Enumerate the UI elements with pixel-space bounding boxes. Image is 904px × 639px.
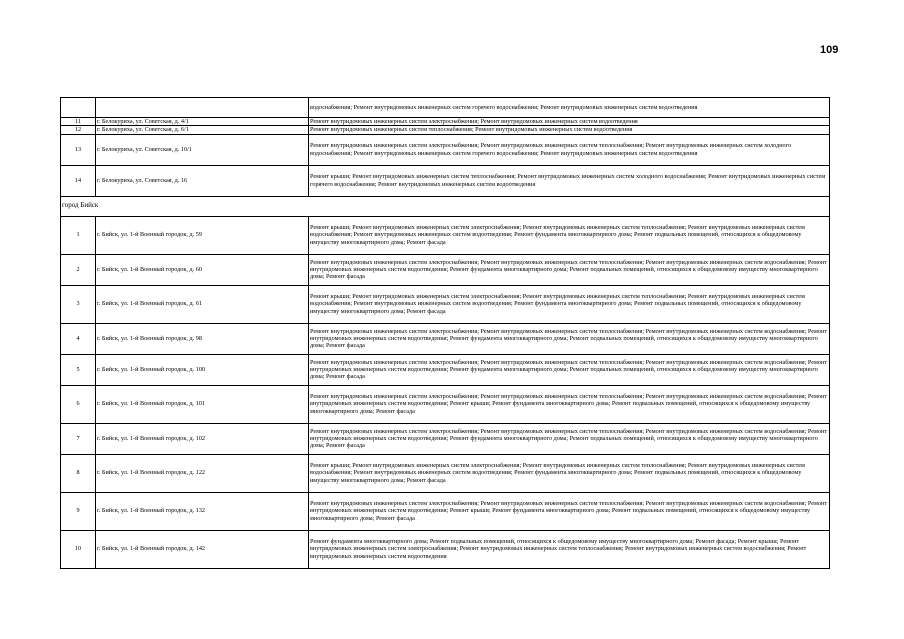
row-number: 13 [61, 134, 96, 165]
row-address: г. Белокуриха, ул. Советская, д. 16 [96, 165, 309, 196]
table-row [61, 492, 830, 530]
city-heading-row [61, 196, 830, 216]
repair-schedule-table [60, 97, 830, 569]
row-works: Ремонт внутридомовых инженерных систем теплоснабжения; Ремонт внутридомовых инженерных систем водоотведения [309, 126, 830, 134]
table-row [61, 165, 830, 196]
row-works: Ремонт крыши; Ремонт внутридомовых инженерных систем электроснабжения; Ремонт внутридомовых инженерных систем теплоснабжения; Ремонт внутридомовых инженерных систем водоснабжения; Ремонт внутридомовых инженерных систем водоотведения; Ремонт фундамента многоквартирного дома; Ремонт подвальных помещений, относящихся к общедомовому имуществу многоквартирного дома; Ремонт фасада [309, 454, 830, 492]
row-number: 10 [61, 530, 96, 568]
table-row [61, 216, 830, 254]
table-row [61, 354, 830, 385]
row-address: г. Бийск, ул. 1-й Военный городок, д. 61 [96, 285, 309, 323]
table-row [61, 254, 830, 285]
row-number: 2 [61, 254, 96, 285]
row-number: 11 [61, 118, 96, 126]
row-works: Ремонт внутридомовых инженерных систем электроснабжения; Ремонт внутридомовых инженерных систем теплоснабжения; Ремонт внутридомовых инженерных систем водоснабжения; Ремонт внутридомовых инженерных систем водоотведения; Ремонт фундамента многоквартирного дома; Ремонт подвальных помещений, относящихся к общедомовому имуществу многоквартирного дома; Ремонт фасада [309, 354, 830, 385]
row-address: г. Бийск, ул. 1-й Военный городок, д. 142 [96, 530, 309, 568]
row-address: г. Бийск, ул. 1-й Военный городок, д. 100 [96, 354, 309, 385]
row-address: г. Бийск, ул. 1-й Военный городок, д. 132 [96, 492, 309, 530]
table-row [61, 423, 830, 454]
row-address: г. Бийск, ул. 1-й Военный городок, д. 102 [96, 423, 309, 454]
row-works: водоснабжения; Ремонт внутридомовых инженерных систем горячего водоснабжения; Ремонт внутридомовых инженерных систем водоотведения [309, 98, 830, 118]
row-number: 3 [61, 285, 96, 323]
row-works: Ремонт крыши; Ремонт внутридомовых инженерных систем электроснабжения; Ремонт внутридомовых инженерных систем теплоснабжения; Ремонт внутридомовых инженерных систем водоснабжения; Ремонт внутридомовых инженерных систем водоотведения; Ремонт фундамента многоквартирного дома; Ремонт подвальных помещений, относящихся к общедомовому имуществу многоквартирного дома; Ремонт фасада [309, 216, 830, 254]
row-works: Ремонт внутридомовых инженерных систем электроснабжения; Ремонт внутридомовых инженерных систем теплоснабжения; Ремонт внутридомовых инженерных систем водоснабжения; Ремонт внутридомовых инженерных систем водоотведения; Ремонт фундамента многоквартирного дома; Ремонт подвальных помещений, относящихся к общедомовому имуществу многоквартирного дома; Ремонт фасада [309, 323, 830, 354]
row-works: Ремонт крыши; Ремонт внутридомовых инженерных систем электроснабжения; Ремонт внутридомовых инженерных систем теплоснабжения; Ремонт внутридомовых инженерных систем водоснабжения; Ремонт внутридомовых инженерных систем водоотведения; Ремонт фундамента многоквартирного дома; Ремонт подвальных помещений, относящихся к общедомовому имуществу многоквартирного дома; Ремонт фасада [309, 285, 830, 323]
table-row [61, 323, 830, 354]
table-row [61, 134, 830, 165]
table-row [61, 454, 830, 492]
row-address [96, 98, 309, 118]
row-works: Ремонт внутридомовых инженерных систем электроснабжения; Ремонт внутридомовых инженерных систем теплоснабжения; Ремонт внутридомовых инженерных систем водоснабжения; Ремонт внутридомовых инженерных систем водоотведения; Ремонт крыши; Ремонт фундамента многоквартирного дома; Ремонт подвальных помещений, относящихся к общедомовому имуществу многоквартирного дома; Ремонт фасада [309, 492, 830, 530]
row-works: Ремонт внутридомовых инженерных систем электроснабжения; Ремонт внутридомовых инженерных систем теплоснабжения; Ремонт внутридомовых инженерных систем холодного водоснабжения; Ремонт внутридомовых инженерных систем горячего водоснабжения; Ремонт внутридомовых инженерных систем водоотведения [309, 134, 830, 165]
table-row [61, 530, 830, 568]
row-address: г. Бийск, ул. 1-й Военный городок, д. 122 [96, 454, 309, 492]
row-number [61, 98, 96, 118]
table-row [61, 126, 830, 134]
city-heading: город Бийск [61, 196, 830, 216]
table-row [61, 118, 830, 126]
row-address: г. Бийск, ул. 1-й Военный городок, д. 98 [96, 323, 309, 354]
row-address: г. Бийск, ул. 1-й Военный городок, д. 59 [96, 216, 309, 254]
row-number: 4 [61, 323, 96, 354]
row-works: Ремонт крыши; Ремонт внутридомовых инженерных систем теплоснабжения; Ремонт внутридомовых инженерных систем холодного водоснабжения; Ремонт внутридомовых инженерных систем горячего водоснабжения; Ремонт внутридомовых инженерных систем водоотведения [309, 165, 830, 196]
row-address: г. Белокуриха, ул. Советская, д. 10/1 [96, 134, 309, 165]
row-works: Ремонт внутридомовых инженерных систем электроснабжения; Ремонт внутридомовых инженерных систем теплоснабжения; Ремонт внутридомовых инженерных систем водоснабжения; Ремонт внутридомовых инженерных систем водоотведения; Ремонт фундамента многоквартирного дома; Ремонт подвальных помещений, относящихся к общедомовому имуществу многоквартирного дома; Ремонт фасада [309, 254, 830, 285]
row-number: 14 [61, 165, 96, 196]
table-row [61, 285, 830, 323]
row-address: г. Белокуриха, ул. Советская, д. 6/1 [96, 126, 309, 134]
row-number: 6 [61, 385, 96, 423]
row-works: Ремонт внутридомовых инженерных систем электроснабжения; Ремонт внутридомовых инженерных систем теплоснабжения; Ремонт внутридомовых инженерных систем водоснабжения; Ремонт внутридомовых инженерных систем водоотведения; Ремонт крыши; Ремонт фундамента многоквартирного дома; Ремонт подвальных помещений, относящихся к общедомовому имуществу многоквартирного дома; Ремонт фасада [309, 385, 830, 423]
row-number: 1 [61, 216, 96, 254]
row-address: г. Бийск, ул. 1-й Военный городок, д. 60 [96, 254, 309, 285]
row-works: Ремонт внутридомовых инженерных систем электроснабжения; Ремонт внутридомовых инженерных систем водоотведения [309, 118, 830, 126]
row-number: 9 [61, 492, 96, 530]
table-row [61, 98, 830, 118]
row-address: г. Бийск, ул. 1-й Военный городок, д. 101 [96, 385, 309, 423]
table-row [61, 385, 830, 423]
row-works: Ремонт фундамента многоквартирного дома; Ремонт подвальных помещений, относящихся к общедомовому имуществу многоквартирного дома; Ремонт фасада; Ремонт крыши; Ремонт внутридомовых инженерных систем электроснабжения; Ремонт внутридомовых инженерных систем теплоснабжения; Ремонт внутридомовых инженерных систем водоснабжения; Ремонт внутридомовых инженерных систем водоотведения [309, 530, 830, 568]
row-number: 8 [61, 454, 96, 492]
row-number: 12 [61, 126, 96, 134]
row-number: 5 [61, 354, 96, 385]
row-number: 7 [61, 423, 96, 454]
row-address: г. Белокуриха, ул. Советская, д. 4/1 [96, 118, 309, 126]
row-works: Ремонт внутридомовых инженерных систем электроснабжения; Ремонт внутридомовых инженерных систем теплоснабжения; Ремонт внутридомовых инженерных систем водоснабжения; Ремонт внутридомовых инженерных систем водоотведения; Ремонт фундамента многоквартирного дома; Ремонт подвальных помещений, относящихся к общедомовому имуществу многоквартирного дома; Ремонт фасада [309, 423, 830, 454]
page-number: 109 [820, 44, 839, 56]
